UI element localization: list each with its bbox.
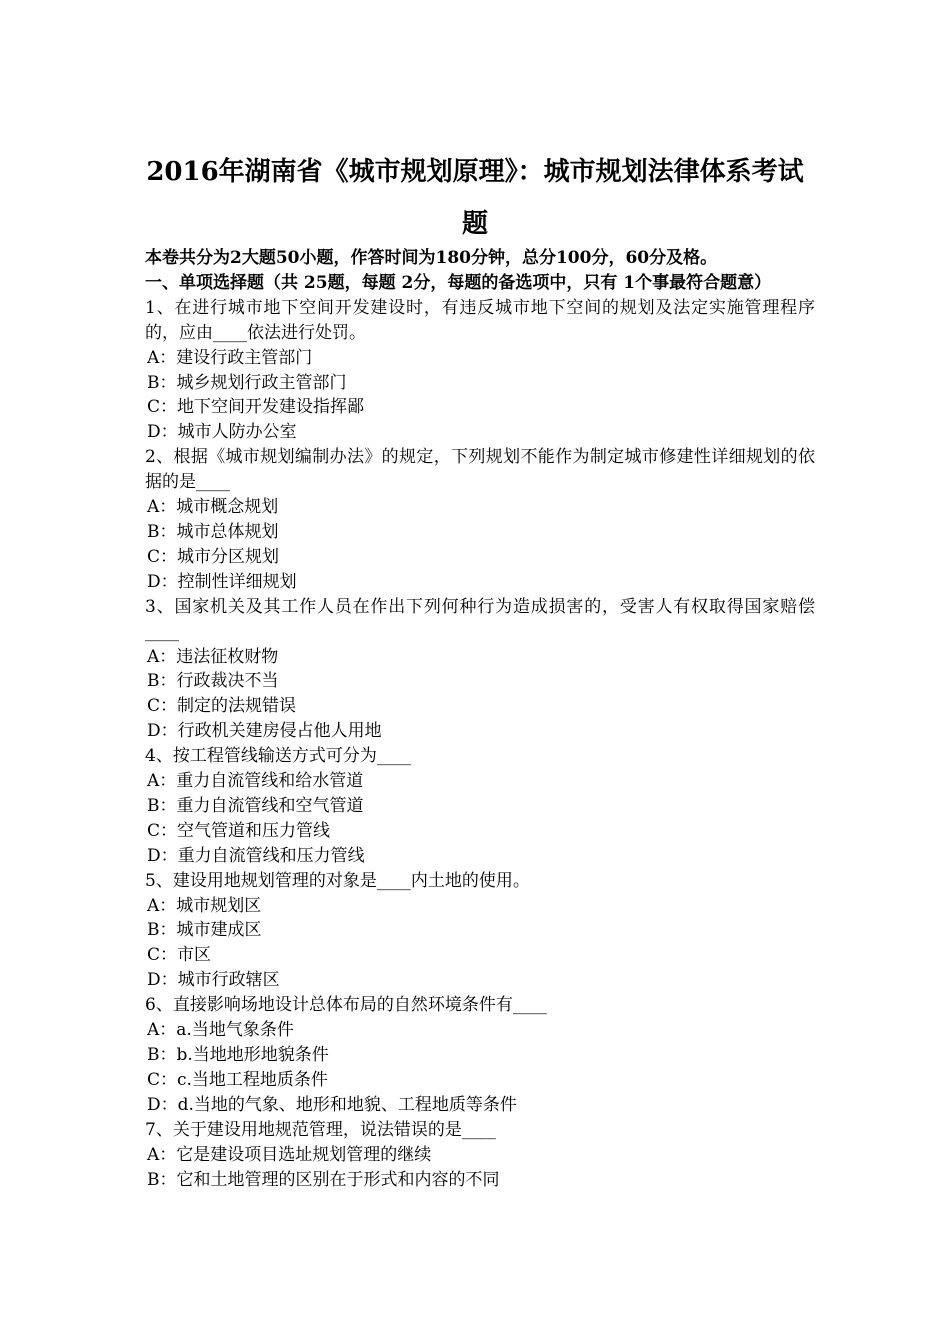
option-b: B：城市总体规划 — [147, 521, 279, 542]
option-d: D：行政机关建房侵占他人用地 — [147, 721, 382, 742]
question-text: 1、在进行城市地下空间开发建设时，有违反城市地下空间的规划及法定实施管理程序的，应由____依法进行处罚。 — [145, 297, 815, 343]
option-d: D：城市行政辖区 — [147, 970, 280, 991]
option-c: C：空气管道和压力管线 — [147, 820, 331, 841]
question-text: 5、建设用地规划管理的对象是____内土地的使用。 — [145, 870, 530, 891]
section-heading: 一、单项选择题（共 25题，每题 2分，每题的备选项中，只有 1个事最符合题意） — [145, 272, 772, 293]
option-d: D：d.当地的气象、地形和地貌、工程地质等条件 — [147, 1094, 517, 1115]
option-a: A：城市规划区 — [147, 895, 262, 916]
option-b: B：行政裁决不当 — [147, 671, 279, 692]
question-3 — [145, 595, 815, 744]
option-a: A：重力自流管线和给水管道 — [147, 771, 364, 792]
exam-intro: 本卷共分为2大题50小题，作答时间为180分钟，总分100分，60分及格。 — [145, 248, 718, 268]
option-b: B：城市建成区 — [147, 920, 262, 941]
question-text: 2、根据《城市规划编制办法》的规定，下列规划不能作为制定城市修建性详细规划的依据的是____ — [145, 447, 815, 493]
option-d: D：城市人防办公室 — [147, 422, 297, 443]
document-body — [145, 246, 815, 1192]
option-b: B：b.当地地形地貌条件 — [147, 1045, 329, 1065]
option-b: B：重力自流管线和空气管道 — [147, 795, 364, 816]
option-b: B：它和土地管理的区别在于形式和内容的不同 — [147, 1169, 500, 1190]
option-a: A：它是建设项目选址规划管理的继续 — [147, 1144, 432, 1165]
option-a: A：建设行政主管部门 — [147, 347, 313, 368]
option-a: A：城市概念规划 — [147, 497, 279, 518]
question-text: 3、国家机关及其工作人员在作出下列何种行为造成损害的，受害人有权取得国家赔偿____ — [145, 596, 815, 642]
question-text: 6、直接影响场地设计总体布局的自然环境条件有____ — [145, 995, 547, 1016]
question-1 — [145, 296, 815, 445]
question-6 — [145, 993, 815, 1118]
option-d: D：重力自流管线和压力管线 — [147, 845, 365, 866]
question-2 — [145, 445, 815, 594]
option-c: C：制定的法规错误 — [147, 696, 297, 717]
document-title: 2016年湖南省《城市规划原理》：城市规划法律体系考试题 — [146, 157, 804, 239]
option-c: C：c.当地工程地质条件 — [147, 1069, 328, 1090]
question-5 — [145, 869, 815, 994]
option-d: D：控制性详细规划 — [147, 571, 297, 592]
question-text: 7、关于建设用地规范管理，说法错误的是____ — [145, 1119, 496, 1140]
option-c: C：城市分区规划 — [147, 546, 280, 567]
option-a: A：违法征枚财物 — [147, 646, 279, 667]
option-b: B：城乡规划行政主管部门 — [147, 372, 347, 393]
option-c: C：市区 — [147, 945, 212, 966]
option-a: A：a.当地气象条件 — [147, 1020, 294, 1041]
question-4 — [145, 744, 815, 869]
option-c: C：地下空间开发建设指挥鄙 — [147, 397, 365, 418]
question-7 — [145, 1118, 815, 1193]
question-text: 4、按工程管线输送方式可分为____ — [145, 746, 411, 767]
